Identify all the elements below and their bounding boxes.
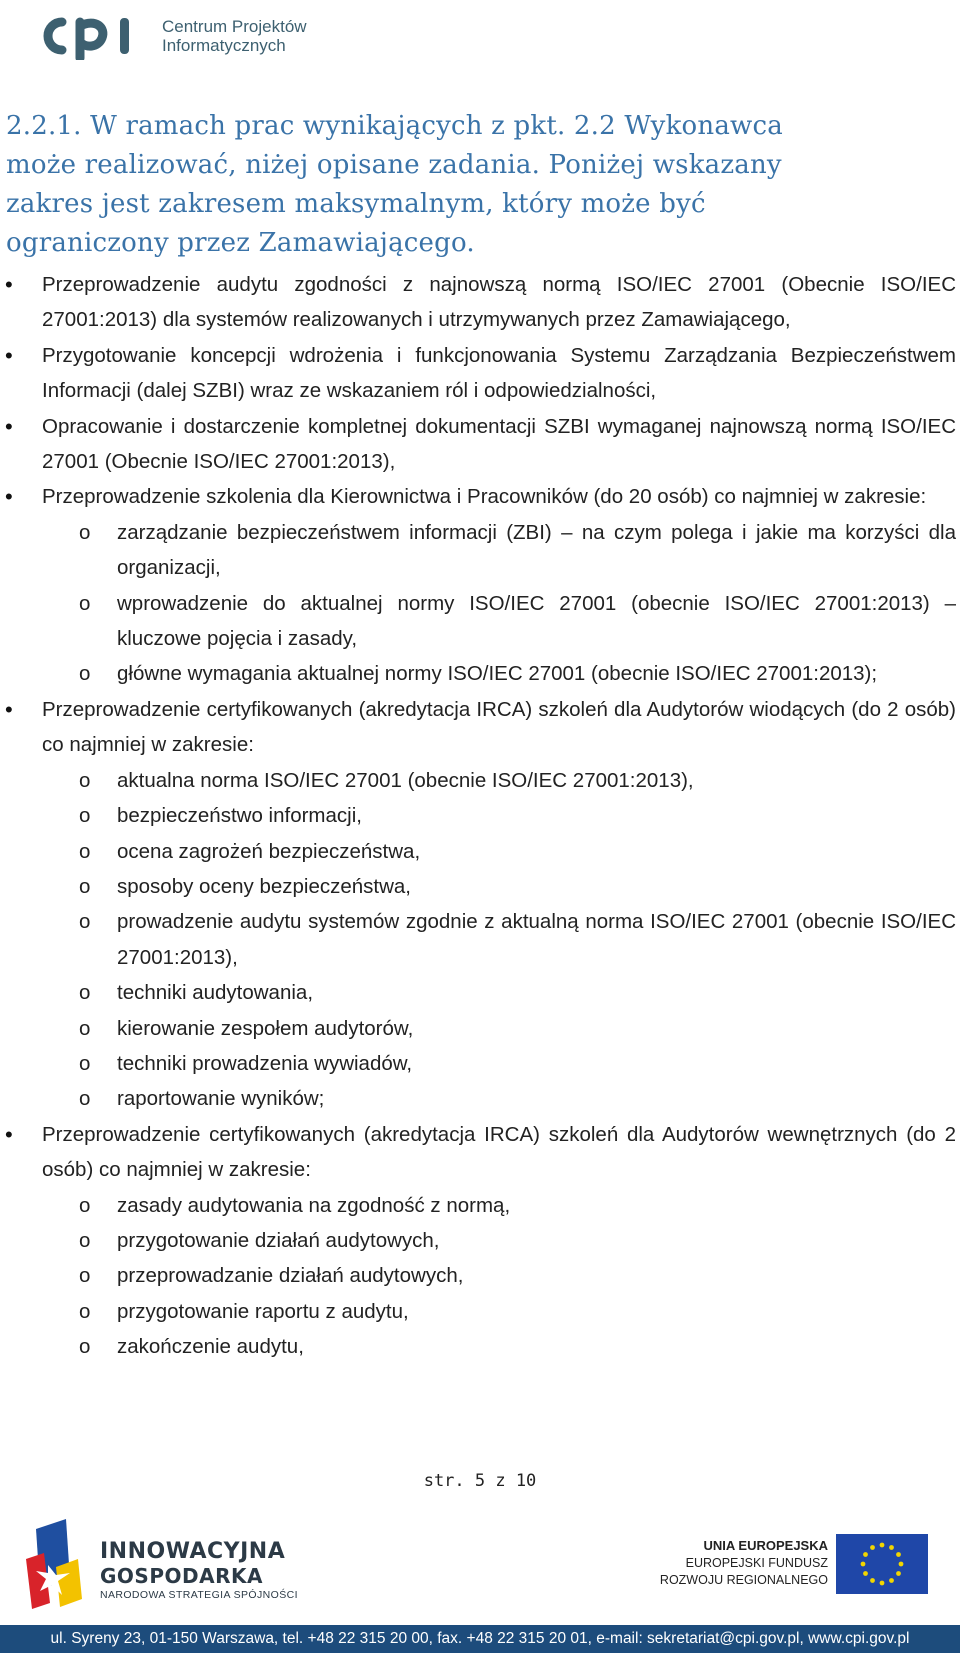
sub-list-item xyxy=(0,1223,956,1258)
sub-bullet-marker: o xyxy=(79,662,91,686)
sub-list-item xyxy=(0,656,956,691)
sub-bullet-marker: o xyxy=(79,1193,91,1217)
sub-list-item-text: sposoby oceny bezpieczeństwa, xyxy=(117,874,412,898)
eu-star-icon xyxy=(880,1581,885,1586)
sub-list-item xyxy=(0,904,956,975)
eu-star-icon xyxy=(889,1578,894,1583)
cpi-logo-mark-text: cpi xyxy=(40,12,42,13)
sub-bullet-marker: o xyxy=(79,981,91,1005)
eu-line-2: EUROPEJSKI FUNDUSZ xyxy=(685,1556,828,1570)
sub-list-item-text: techniki audytowania, xyxy=(117,981,314,1005)
section-heading: 2.2.1. W ramach prac wynikających z pkt. 2.2 Wykonawca może realizować, niżej opisane zadania. Poniżej wskazany zakres jest zakresem maksymalnym, który może być ograniczony przez Zamawiającego. xyxy=(6,111,783,258)
page-number: str. 5 z 10 xyxy=(423,1471,537,1491)
sub-list-item-text: przeprowadzanie działań audytowych, xyxy=(117,1264,464,1288)
sub-bullet-marker: o xyxy=(79,804,91,828)
sub-bullet-marker: o xyxy=(79,520,91,544)
eu-star-icon xyxy=(863,1552,868,1557)
sub-list-item-text: zarządzanie bezpieczeństwem informacji (ZBI) – na czym polega i jakie ma korzyści dla organizacji, xyxy=(117,520,956,580)
sub-list-item xyxy=(0,1258,956,1293)
sub-list-item-text: ocena zagrożeń bezpieczeństwa, xyxy=(117,839,421,863)
eu-star-icon xyxy=(880,1543,885,1548)
sub-bullet-marker: o xyxy=(79,591,91,615)
sub-bullet-marker: o xyxy=(79,910,91,934)
ig-line-3: NARODOWA STRATEGIA SPÓJNOŚCI xyxy=(100,1589,298,1601)
eu-star-icon xyxy=(896,1571,901,1576)
sub-list-item xyxy=(0,1329,956,1364)
sub-list-item-text: techniki prowadzenia wywiadów, xyxy=(117,1051,413,1075)
sub-list-item xyxy=(0,1046,956,1081)
sub-list-item-text: kierowanie zespołem audytorów, xyxy=(117,1016,414,1040)
sub-bullet-marker: o xyxy=(79,1264,91,1288)
sub-list-item-text: raportowanie wyników; xyxy=(117,1087,325,1111)
sub-list-item xyxy=(0,515,956,586)
sub-list-item-text: bezpieczeństwo informacji, xyxy=(117,804,362,828)
eu-fund-logo xyxy=(659,1534,928,1594)
list-item: • Przeprowadzenie certyfikowanych (akredytacja IRCA) szkoleń dla Audytorów wiodących (do 2 osób) co najmniej w zakresie: xyxy=(0,692,956,763)
cpi-logo-text xyxy=(162,17,307,55)
footer-address: ul. Syreny 23, 01-150 Warszawa, tel. +48 22 315 20 00, fax. +48 22 315 20 01, e-mail: sekretariat@cpi.gov.pl, www.cpi.gov.pl xyxy=(0,1625,960,1653)
sub-bullet-marker: o xyxy=(79,1228,91,1252)
sub-list-item xyxy=(0,586,956,657)
list-item: • Przeprowadzenie szkolenia dla Kierownictwa i Pracowników (do 20 osób) co najmniej w zakresie: xyxy=(0,479,956,514)
sub-list-item xyxy=(0,798,956,833)
logo-line-1: Centrum Projektów xyxy=(162,17,307,36)
eu-flag-icon xyxy=(836,1534,928,1594)
sub-list-item xyxy=(0,1011,956,1046)
eu-star-icon xyxy=(899,1562,904,1567)
scope-list xyxy=(0,267,956,1365)
sub-list-item xyxy=(0,1294,956,1329)
innowacyjna-gospodarka-logo xyxy=(26,1519,306,1609)
list-item: • Przeprowadzenie certyfikowanych (akredytacja IRCA) szkoleń dla Audytorów wewnętrznych (do 2 osób) co najmniej w zakresie: xyxy=(0,1117,956,1188)
sub-bullet-marker: o xyxy=(79,768,91,792)
sub-list-item-text: zakończenie audytu, xyxy=(117,1335,304,1359)
eu-star-icon xyxy=(861,1562,866,1567)
eu-star-icon xyxy=(896,1552,901,1557)
sub-list-item-text: prowadzenie audytu systemów zgodnie z aktualną norma ISO/IEC 27001 (obecnie ISO/IEC 27001:2013), xyxy=(117,910,956,969)
sub-list-item-text: przygotowanie działań audytowych, xyxy=(117,1228,440,1252)
logo-line-2: Informatycznych xyxy=(162,36,286,55)
sub-list-item-text: przygotowanie raportu z audytu, xyxy=(117,1299,409,1323)
sub-list-item-text: aktualna norma ISO/IEC 27001 (obecnie ISO/IEC 27001:2013), xyxy=(117,768,694,792)
eu-star-icon xyxy=(863,1571,868,1576)
cpi-logo xyxy=(40,8,307,64)
sub-bullet-marker: o xyxy=(79,1016,91,1040)
eu-star-icon xyxy=(870,1578,875,1583)
sub-bullet-marker: o xyxy=(79,874,91,898)
sub-bullet-marker: o xyxy=(79,1087,91,1111)
sub-bullet-marker: o xyxy=(79,1299,91,1323)
sub-bullet-marker: o xyxy=(79,839,91,863)
ig-line-2: GOSPODARKA xyxy=(100,1564,263,1588)
sub-list-item-text: zasady audytowania na zgodność z normą, xyxy=(117,1193,511,1217)
innowacyjna-gospodarka-emblem xyxy=(26,1519,96,1609)
sub-list-item xyxy=(0,1081,956,1116)
sub-bullet-marker: o xyxy=(79,1335,91,1359)
list-item: • Opracowanie i dostarczenie kompletnej dokumentacji SZBI wymaganej najnowszą normą ISO/IEC 27001 (Obecnie ISO/IEC 27001:2013), xyxy=(0,409,956,480)
eu-line-1: UNIA EUROPEJSKA xyxy=(703,1538,828,1553)
sub-list-item xyxy=(0,763,956,798)
eu-star-icon xyxy=(870,1545,875,1550)
eu-star-icon xyxy=(889,1545,894,1550)
sub-list-item-text: główne wymagania aktualnej normy ISO/IEC 27001 (obecnie ISO/IEC 27001:2013); xyxy=(117,662,878,686)
sub-bullet-marker: o xyxy=(79,1051,91,1075)
sub-list-item xyxy=(0,975,956,1010)
cpi-logo-mark xyxy=(40,12,156,60)
list-item: • Przygotowanie koncepcji wdrożenia i funkcjonowania Systemu Zarządzania Bezpieczeństwem Informacji (dalej SZBI) wraz ze wskazaniem ról i odpowiedzialności, xyxy=(0,338,956,409)
sub-list-item-text: wprowadzenie do aktualnej normy ISO/IEC 27001 (obecnie ISO/IEC 27001:2013) – kluczowe pojęcia i zasady, xyxy=(117,591,956,651)
sub-list-item xyxy=(0,834,956,869)
sub-list-item xyxy=(0,1188,956,1223)
ig-line-1: INNOWACYJNA xyxy=(100,1539,286,1564)
list-item: • Przeprowadzenie audytu zgodności z najnowszą normą ISO/IEC 27001 (Obecnie ISO/IEC 27001:2013) dla systemów realizowanych i utrzymywanych przez Zamawiającego, xyxy=(0,267,956,338)
eu-line-3: ROZWOJU REGIONALNEGO xyxy=(659,1573,828,1587)
sub-list-item xyxy=(0,869,956,904)
